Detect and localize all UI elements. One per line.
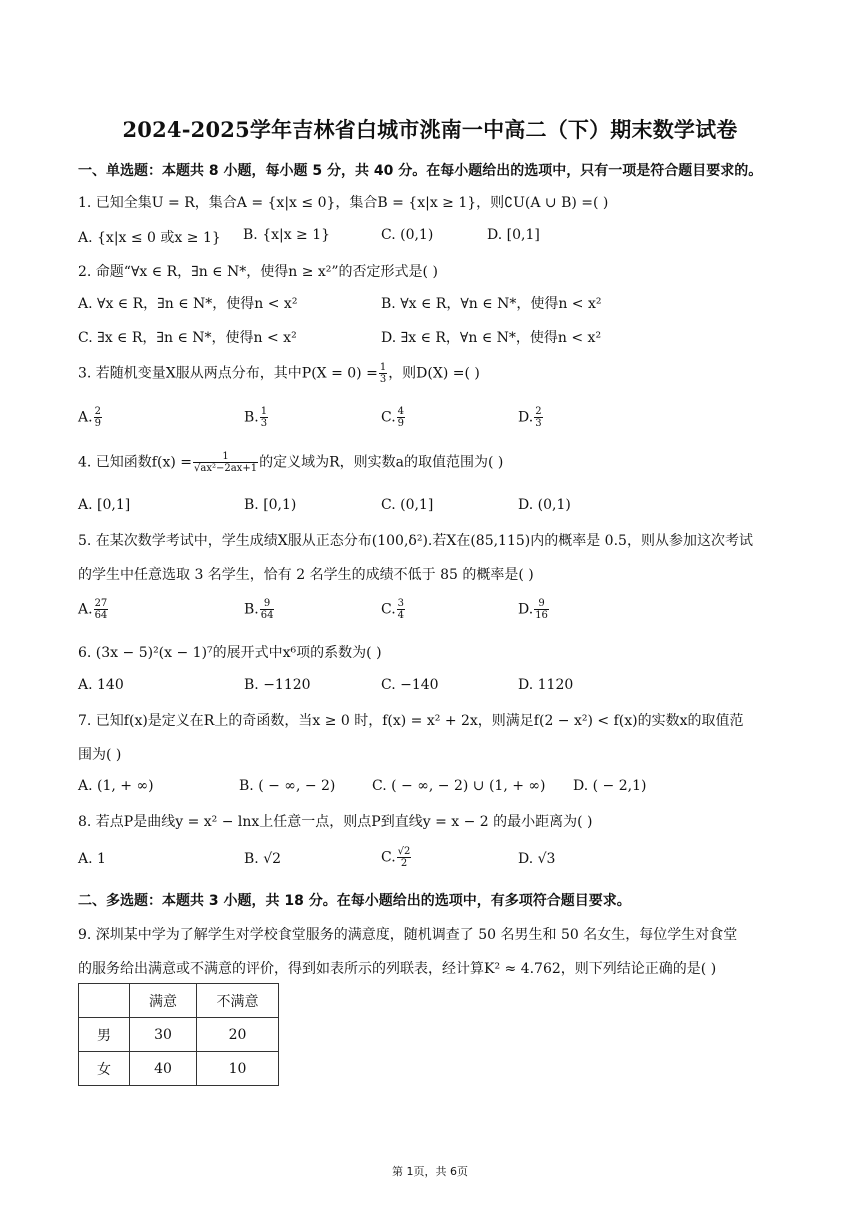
question-1-option-b: B. {x|x ≥ 1} — [243, 227, 331, 243]
table-cell: 20 — [197, 1018, 279, 1052]
question-5-line-2: 的学生中任意选取 3 名学生，恰有 2 名学生的成绩不低于 85 的概率是( ) — [78, 567, 534, 583]
question-7-option-c: C. ( − ∞, − 2) ∪ (1, + ∞) — [372, 778, 546, 794]
question-7-option-b: B. ( − ∞, − 2) — [239, 778, 336, 794]
question-5-option-d: D. $\frac{9}{16}$ — [518, 598, 548, 621]
question-8-option-a: A. 1 — [78, 851, 106, 867]
question-7-option-d: D. ( − 2,1) — [573, 778, 647, 794]
question-7-line-1: 7. 已知f(x)是定义在R上的奇函数，当x ≥ 0 时，f(x) = x² + 2x，则满足f(2 − x²) < f(x)的实数x的取值范 — [78, 713, 744, 729]
question-6-option-a: A. 140 — [78, 677, 124, 693]
question-5-option-a: A. $\frac{27}{64}$ — [78, 598, 108, 621]
question-3-option-a: A. $\frac{2}{9}$ — [78, 406, 101, 429]
question-3-fraction: $\frac{1}{3}$ — [379, 362, 387, 385]
question-3-stem — [78, 362, 480, 385]
question-6-stem: 6. (3x − 5)²(x − 1)⁷的展开式中x⁶项的系数为( ) — [78, 645, 382, 661]
question-9-line-2: 的服务给出满意或不满意的评价，得到如表所示的列联表，经计算K² ≈ 4.762，则下列结论正确的是( ) — [78, 961, 717, 977]
question-7-option-a: A. (1, + ∞) — [78, 778, 154, 794]
question-5-line-1: 5. 在某次数学考试中，学生成绩X服从正态分布(100,δ²).若X在(85,115)内的概率是 0.5，则从参加这次考试 — [78, 533, 753, 549]
question-4-stem-text: 4. 已知函数f(x) = — [78, 454, 192, 471]
question-4-option-b: B. [0,1) — [244, 497, 297, 513]
question-8-stem: 8. 若点P是曲线y = x² − lnx上任意一点，则点P到直线y = x − 2 的最小距离为( ) — [78, 814, 593, 830]
exam-title: 2024-2025学年吉林省白城市洮南一中高二（下）期末数学试卷 — [122, 117, 738, 142]
question-4-option-a: A. [0,1] — [78, 497, 131, 513]
question-1-stem: 1. 已知全集U = R，集合A = {x|x ≤ 0}，集合B = {x|x ≥ 1}，则∁U(A ∪ B) =( ) — [78, 195, 609, 211]
table-cell: 男 — [79, 1018, 130, 1052]
question-1-option-c: C. (0,1) — [381, 227, 434, 243]
question-8-option-b: B. √2 — [244, 851, 282, 867]
section-multiple-choice-heading: 二、多选题：本题共 3 小题，共 18 分。在每小题给出的选项中，有多项符合题目要求。 — [78, 893, 631, 909]
question-7-line-2: 围为( ) — [78, 747, 122, 763]
question-3-option-c: C. $\frac{4}{9}$ — [381, 406, 405, 429]
table-row — [79, 1018, 279, 1052]
table-header-row — [79, 984, 279, 1018]
question-6-option-d: D. 1120 — [518, 677, 574, 693]
table-cell: 女 — [79, 1052, 130, 1086]
question-1-option-d: D. [0,1] — [487, 227, 540, 243]
question-4-option-d: D. (0,1) — [518, 497, 571, 513]
question-2-option-c: C. ∃x ∈ R，∃n ∈ N*，使得n < x² — [78, 330, 297, 346]
question-3-option-d: D. $\frac{2}{3}$ — [518, 406, 542, 429]
question-3-stem-text: 3. 若随机变量X服从两点分布，其中P(X = 0) = — [78, 365, 378, 382]
question-4-stem — [78, 451, 503, 474]
question-2-stem: 2. 命题“∀x ∈ R，∃n ∈ N*，使得n ≥ x²”的否定形式是( ) — [78, 264, 438, 280]
table-cell: 10 — [197, 1052, 279, 1086]
question-2-option-b: B. ∀x ∈ R，∀n ∈ N*，使得n < x² — [381, 296, 602, 312]
question-4-fraction: $\frac{1}{\text{√ax²−2ax+1}}$ — [194, 451, 258, 474]
contingency-table — [78, 983, 279, 1086]
table-row — [79, 1052, 279, 1086]
table-header-cell — [79, 984, 130, 1018]
page-footer: 第 1页，共 6页 — [392, 1165, 468, 1178]
question-2-option-d: D. ∃x ∈ R，∀n ∈ N*，使得n < x² — [381, 330, 602, 346]
question-4-option-c: C. (0,1] — [381, 497, 434, 513]
question-2-option-a: A. ∀x ∈ R，∃n ∈ N*，使得n < x² — [78, 296, 298, 312]
question-8-option-d: D. √3 — [518, 851, 556, 867]
question-3-stem-tail: ，则D(X) =( ) — [388, 365, 480, 382]
table-cell: 40 — [130, 1052, 197, 1086]
question-9-line-1: 9. 深圳某中学为了解学生对学校食堂服务的满意度，随机调查了 50 名男生和 50 名女生，每位学生对食堂 — [78, 927, 738, 943]
question-1-option-a: A. {x|x ≤ 0 或x ≥ 1} — [78, 230, 221, 246]
question-6-option-b: B. −1120 — [244, 677, 311, 693]
question-3-option-b: B. $\frac{1}{3}$ — [244, 406, 268, 429]
question-4-stem-tail: 的定义域为R，则实数a的取值范围为( ) — [259, 454, 504, 471]
question-8-option-c: C. $\frac{√2}{2}$ — [381, 846, 411, 869]
question-5-option-c: C. $\frac{3}{4}$ — [381, 598, 405, 621]
table-cell: 30 — [130, 1018, 197, 1052]
question-6-option-c: C. −140 — [381, 677, 439, 693]
section-single-choice-heading: 一、单选题：本题共 8 小题，每小题 5 分，共 40 分。在每小题给出的选项中，只有一项是符合题目要求的。 — [78, 163, 763, 179]
table-header-cell: 满意 — [130, 984, 197, 1018]
table-header-cell: 不满意 — [197, 984, 279, 1018]
question-5-option-b: B. $\frac{9}{64}$ — [244, 598, 274, 621]
